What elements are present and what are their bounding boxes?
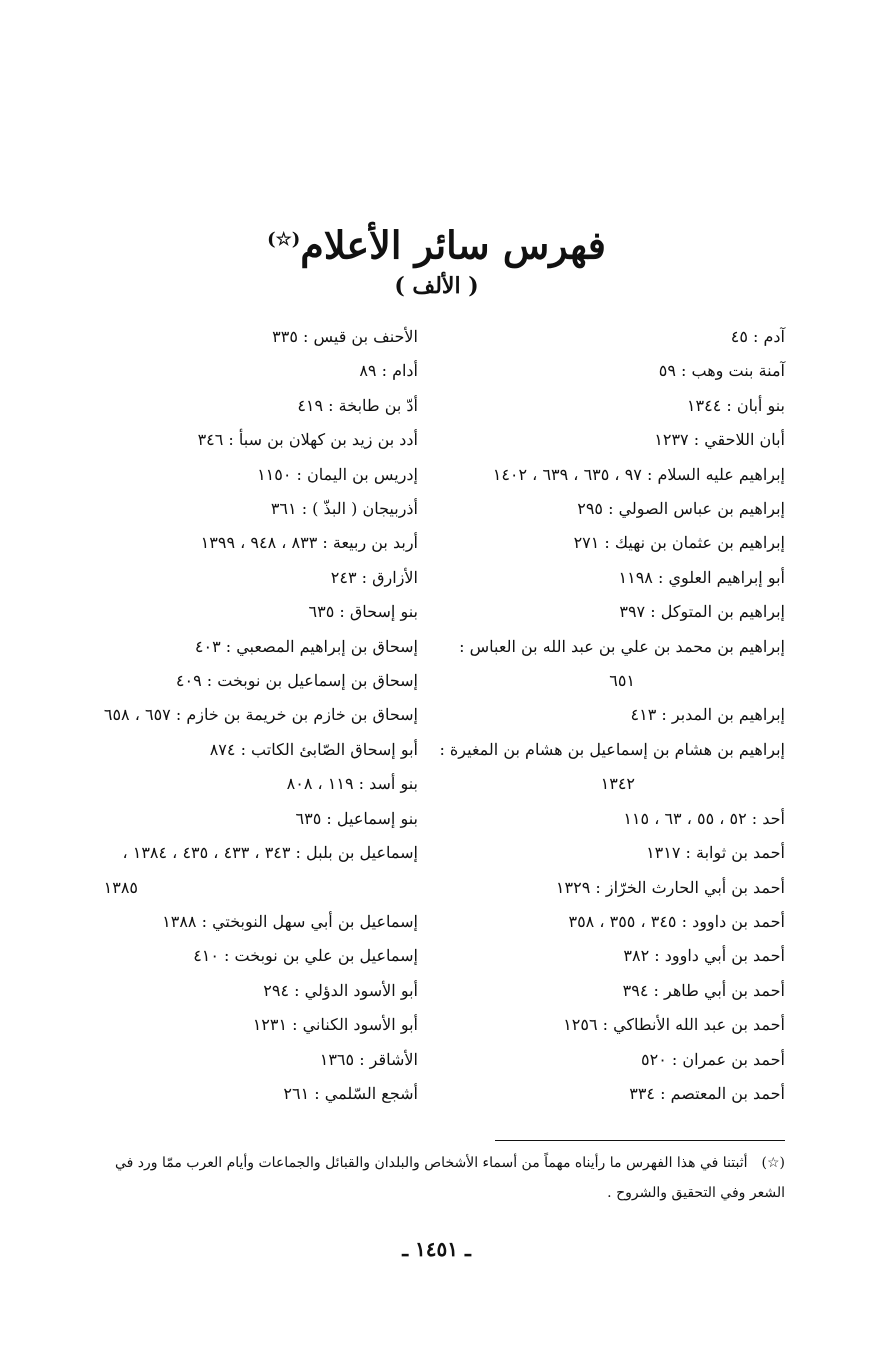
index-entry: إبراهيم بن المدبر : ٤١٣: [630, 705, 785, 725]
index-entry: أربد بن ربيعة : ٨٣٣ ، ٩٤٨ ، ١٣٩٩: [200, 533, 418, 553]
index-entry: آمنة بنت وهب : ٥٩: [658, 361, 785, 381]
index-entry: أبان اللاحقي : ١٢٣٧: [654, 430, 785, 450]
footnote-divider: [495, 1140, 785, 1141]
index-entry: أبو إبراهيم العلوي : ١١٩٨: [618, 567, 785, 587]
index-entry: أدد بن زيد بن كهلان بن سبأ : ٣٤٦: [197, 430, 418, 450]
index-entry: إسحاق بن خازم بن خريمة بن خازم : ٦٥٧ ، ٦٥٨: [103, 705, 418, 725]
index-entry: ١٣٤٢: [600, 774, 635, 794]
index-entry: الأشاقر : ١٣٦٥: [319, 1049, 418, 1069]
index-entry: بنو أبان : ١٣٤٤: [686, 395, 785, 415]
page-title: [0, 212, 873, 274]
footnote: [85, 1148, 785, 1208]
index-entry: أحمد بن المعتصم : ٣٣٤: [629, 1083, 785, 1103]
index-entry: إسحاق بن إسماعيل بن نوبخت : ٤٠٩: [175, 671, 418, 691]
index-entry: إبراهيم عليه السلام : ٩٧ ، ٦٣٥ ، ٦٣٩ ، ١٤٠٢: [492, 464, 785, 484]
index-entry: إبراهيم بن عباس الصولي : ٢٩٥: [577, 499, 785, 519]
index-entry: بنو إسماعيل : ٦٣٥: [295, 808, 418, 828]
section-heading: ( الألف ): [394, 273, 479, 299]
index-entry: بنو أسد : ١١٩ ، ٨٠٨: [286, 774, 418, 794]
index-entry: أشجع السّلمي : ٢٦١: [283, 1083, 418, 1103]
index-entry: ١٣٨٥: [103, 877, 138, 897]
index-entry: أحمد بن ثوابة : ١٣١٧: [646, 843, 785, 863]
title-footnote-mark: (☆): [267, 229, 301, 250]
index-entry: إسماعيل بن بلبل : ٣٤٣ ، ٤٣٣ ، ٤٣٥ ، ١٣٨٤ ،: [122, 843, 418, 863]
index-entry: أدّ بن طابخة : ٤١٩: [297, 395, 418, 415]
index-entry: إبراهيم بن هشام بن إسماعيل بن هشام بن المغيرة :: [439, 739, 785, 759]
index-entry: إبراهيم بن المتوكل : ٣٩٧: [619, 602, 785, 622]
index-entry: إسماعيل بن أبي سهل النوبختي : ١٣٨٨: [162, 911, 418, 931]
index-entry: إسحاق بن إبراهيم المصعبي : ٤٠٣: [194, 636, 418, 656]
index-entry: إدريس بن اليمان : ١١٥٠: [257, 464, 418, 484]
index-entry: أحمد بن عبد الله الأنطاكي : ١٢٥٦: [563, 1015, 785, 1035]
index-column-left: [78, 320, 418, 1111]
index-entry: آدم : ٤٥: [730, 327, 785, 346]
index-entry: إبراهيم بن عثمان بن نهيك : ٢٧١: [573, 533, 785, 553]
title-text: فهرس سائر الأعلام: [300, 222, 606, 268]
index-entry: أحمد بن أبي طاهر : ٣٩٤: [622, 980, 785, 1000]
index-entry: بنو إسحاق : ٦٣٥: [308, 602, 418, 622]
index-entry: أدام : ٨٩: [359, 361, 418, 381]
index-entry: أحمد بن أبي الحارث الخرّاز : ١٣٢٩: [555, 877, 785, 897]
index-column-right: [439, 320, 785, 1111]
index-entry: الأزارق : ٢٤٣: [330, 567, 418, 587]
index-entry: أحمد بن أبي داوود : ٣٨٢: [623, 946, 785, 966]
index-entry: أحد : ٥٢ ، ٥٥ ، ٦٣ ، ١١٥: [623, 808, 785, 828]
index-entry: الأحنف بن قيس : ٣٣٥: [272, 327, 418, 346]
page-number: ـ ١٤٥١ ـ: [402, 1237, 471, 1261]
index-entry: أبو الأسود الدؤلي : ٢٩٤: [263, 980, 418, 1000]
footnote-mark: (☆): [761, 1155, 785, 1171]
index-entry: أذربيجان ( البذّ ) : ٣٦١: [270, 499, 418, 519]
index-entry: ٦٥١: [609, 671, 635, 691]
index-entry: إسماعيل بن علي بن نوبخت : ٤١٠: [193, 946, 418, 966]
index-entry: أبو إسحاق الصّابئ الكاتب : ٨٧٤: [209, 739, 418, 759]
index-entry: أحمد بن عمران : ٥٢٠: [641, 1049, 785, 1069]
index-entry: إبراهيم بن محمد بن علي بن عبد الله بن العباس :: [459, 636, 785, 656]
index-entry: أحمد بن داوود : ٣٤٥ ، ٣٥٥ ، ٣٥٨: [568, 911, 785, 931]
index-entry: أبو الأسود الكناني : ١٢٣١: [252, 1015, 418, 1035]
footnote-text: أثبتنا في هذا الفهرس ما رأيناه مهماً من أسماء الأشخاص والبلدان والقبائل والجماعات وأيام العرب ممّا ورد في الشعر وفي التحقيق والشروح .: [114, 1155, 785, 1201]
